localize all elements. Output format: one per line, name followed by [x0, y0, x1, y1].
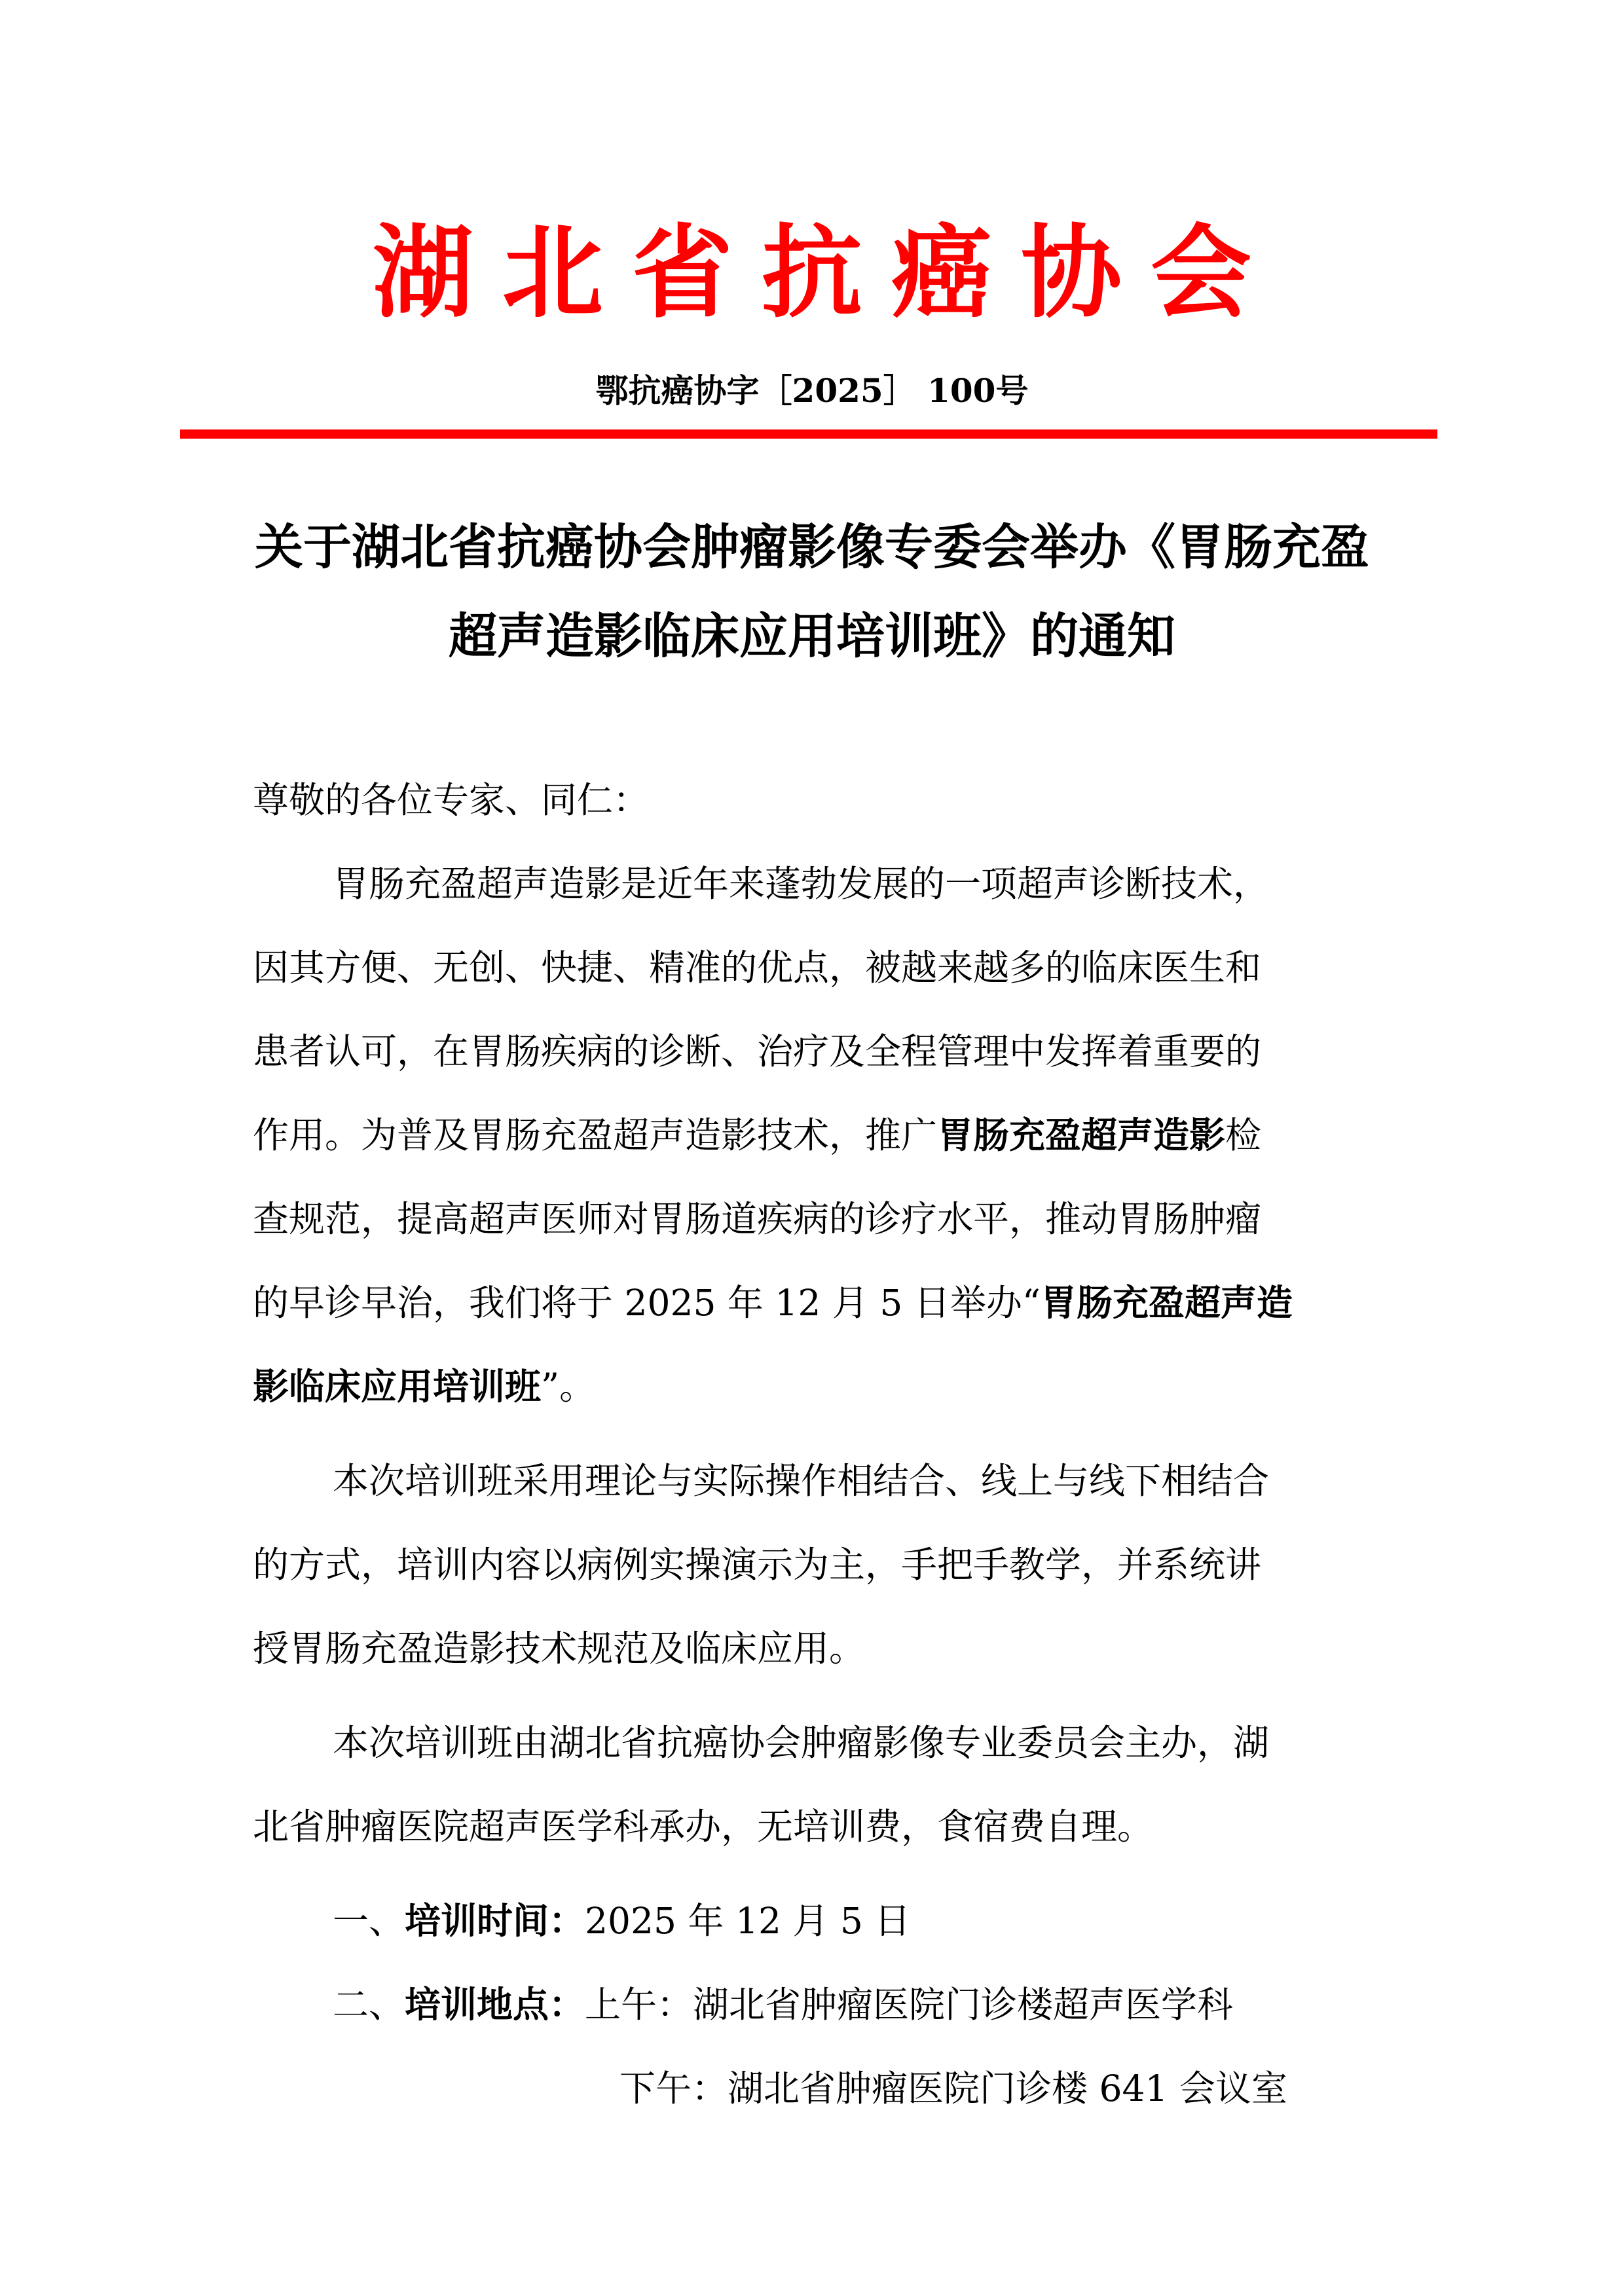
para1-line: 患者认可，在胃肠疾病的诊断、治疗及全程管理中发挥着重要的 — [253, 1030, 1262, 1072]
para1-bold-text: 胃肠充盈超声造影 — [937, 1114, 1226, 1156]
para1-line: 胃肠充盈超声造影是近年来蓬勃发展的一项超声诊断技术， — [333, 863, 1270, 905]
para1-text: ”。 — [541, 1366, 596, 1408]
red-divider — [180, 429, 1437, 439]
salutation: 尊敬的各位专家、同仁： — [253, 779, 650, 821]
training-time-item — [333, 1895, 910, 1947]
headline-line-1: 关于湖北省抗癌协会肿瘤影像专委会举办《胃肠充盈 — [255, 519, 1369, 575]
para1-line — [253, 1277, 1293, 1329]
para3-line: 本次培训班由湖北省抗癌协会肿瘤影像专业委员会主办，湖 — [333, 1722, 1270, 1764]
para1-text: 检 — [1225, 1114, 1262, 1156]
training-location-item — [333, 1978, 1233, 2031]
para1-text: 的早诊早治，我们将于 2025 年 12 月 5 日举办“ — [253, 1282, 1041, 1324]
item-value: 2025 年 12 月 5 日 — [585, 1900, 911, 1942]
para2-line: 本次培训班采用理论与实际操作相结合、线上与线下相结合 — [333, 1460, 1270, 1502]
para1-text: 作用。为普及胃肠充盈超声造影技术，推广 — [253, 1114, 938, 1156]
para1-bold-text: 影临床应用培训班 — [253, 1365, 542, 1408]
para2-line: 授胃肠充盈造影技术规范及临床应用。 — [253, 1628, 866, 1669]
para1-line — [253, 1109, 1261, 1161]
para1-bold-text: 胃肠充盈超声造 — [1040, 1281, 1293, 1324]
org-title: 湖北省抗癌协会 — [372, 215, 1280, 332]
item-label: 培训时间： — [405, 1899, 585, 1942]
para1-line — [253, 1360, 595, 1413]
para3-line: 北省肿瘤医院超声医学科承办，无培训费，食宿费自理。 — [253, 1806, 1154, 1848]
item-label: 培训地点： — [405, 1983, 585, 2026]
para1-line: 因其方便、无创、快捷、精准的优点，被越来越多的临床医生和 — [253, 947, 1262, 989]
document-number: 鄂抗癌协字［2025］ 100号 — [595, 371, 1029, 410]
para2-line: 的方式，培训内容以病例实操演示为主，手把手教学，并系统讲 — [253, 1544, 1262, 1586]
location-afternoon: 下午：湖北省肿瘤医院门诊楼 641 会议室 — [619, 2068, 1287, 2109]
item-number: 二、 — [333, 1984, 405, 2026]
location-morning: 上午：湖北省肿瘤医院门诊楼超声医学科 — [585, 1984, 1234, 2026]
item-number: 一、 — [333, 1900, 405, 1942]
headline-line-2: 超声造影临床应用培训班》的通知 — [449, 608, 1175, 665]
para1-line: 查规范，提高超声医师对胃肠道疾病的诊疗水平，推动胃肠肿瘤 — [253, 1198, 1262, 1240]
